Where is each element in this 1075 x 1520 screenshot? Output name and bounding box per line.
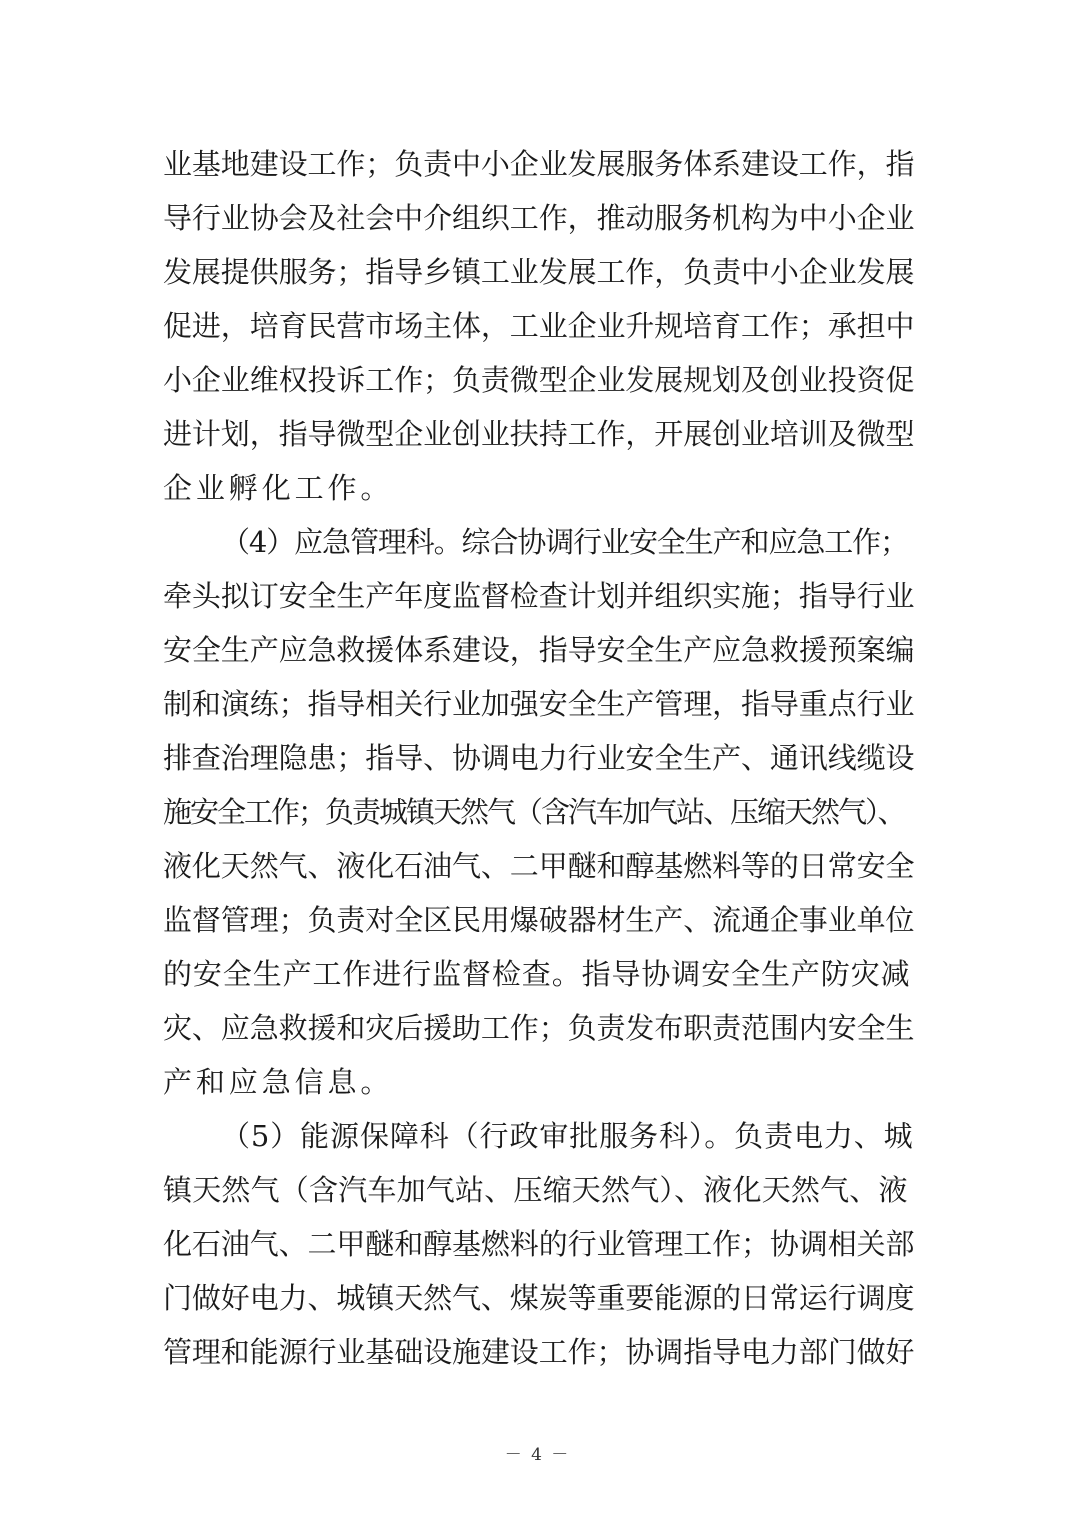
text-line: 排查治理隐患；指导、协调电力行业安全生产、通讯线缆设 — [163, 741, 915, 775]
text-line: 监督管理；负责对全区民用爆破器材生产、流通企事业单位 — [163, 903, 915, 937]
text-line: 牵头拟订安全生产年度监督检查计划并组织实施；指导行业 — [163, 579, 915, 613]
text-line: 的安全生产工作进行监督检查。指导协调安全生产防灾减 — [163, 957, 911, 991]
text-line: 灾、应急救援和灾后援助工作；负责发布职责范围内安全生 — [163, 1011, 915, 1045]
text-line: 化石油气、二甲醚和醇基燃料的行业管理工作；协调相关部 — [163, 1227, 915, 1261]
text-line: 促进，培育民营市场主体，工业企业升规培育工作；承担中 — [163, 309, 915, 343]
section-5-heading-line: （5）能源保障科（行政审批服务科）。负责电力、城 — [221, 1119, 914, 1153]
text-line: 门做好电力、城镇天然气、煤炭等重要能源的日常运行调度 — [163, 1281, 915, 1315]
section-4-heading-line: （4）应急管理科。综合协调行业安全生产和应急工作； — [221, 525, 908, 559]
text-line: 导行业协会及社会中介组织工作，推动服务机构为中小企业 — [163, 201, 915, 235]
text-line: 管理和能源行业基础设施建设工作；协调指导电力部门做好 — [163, 1335, 915, 1369]
text-line: 产和应急信息。 — [163, 1065, 394, 1099]
text-line: 企业孵化工作。 — [163, 471, 394, 505]
text-line: 液化天然气、液化石油气、二甲醚和醇基燃料等的日常安全 — [163, 849, 915, 883]
text-line: 制和演练；指导相关行业加强安全生产管理，指导重点行业 — [163, 687, 915, 721]
text-line: 发展提供服务；指导乡镇工业发展工作，负责中小企业发展 — [163, 255, 915, 289]
text-line: 安全生产应急救援体系建设，指导安全生产应急救援预案编 — [163, 633, 915, 667]
text-line: 小企业维权投诉工作；负责微型企业发展规划及创业投资促 — [163, 363, 915, 397]
text-line: 镇天然气（含汽车加气站、压缩天然气）、液化天然气、液 — [163, 1173, 908, 1207]
text-line: 进计划，指导微型企业创业扶持工作，开展创业培训及微型 — [163, 417, 915, 451]
page-number: － 4 － — [504, 1445, 571, 1465]
text-line: 施安全工作；负责城镇天然气（含汽车加气站、压缩天然气）、 — [163, 795, 905, 829]
text-line: 业基地建设工作；负责中小企业发展服务体系建设工作，指 — [163, 147, 915, 181]
